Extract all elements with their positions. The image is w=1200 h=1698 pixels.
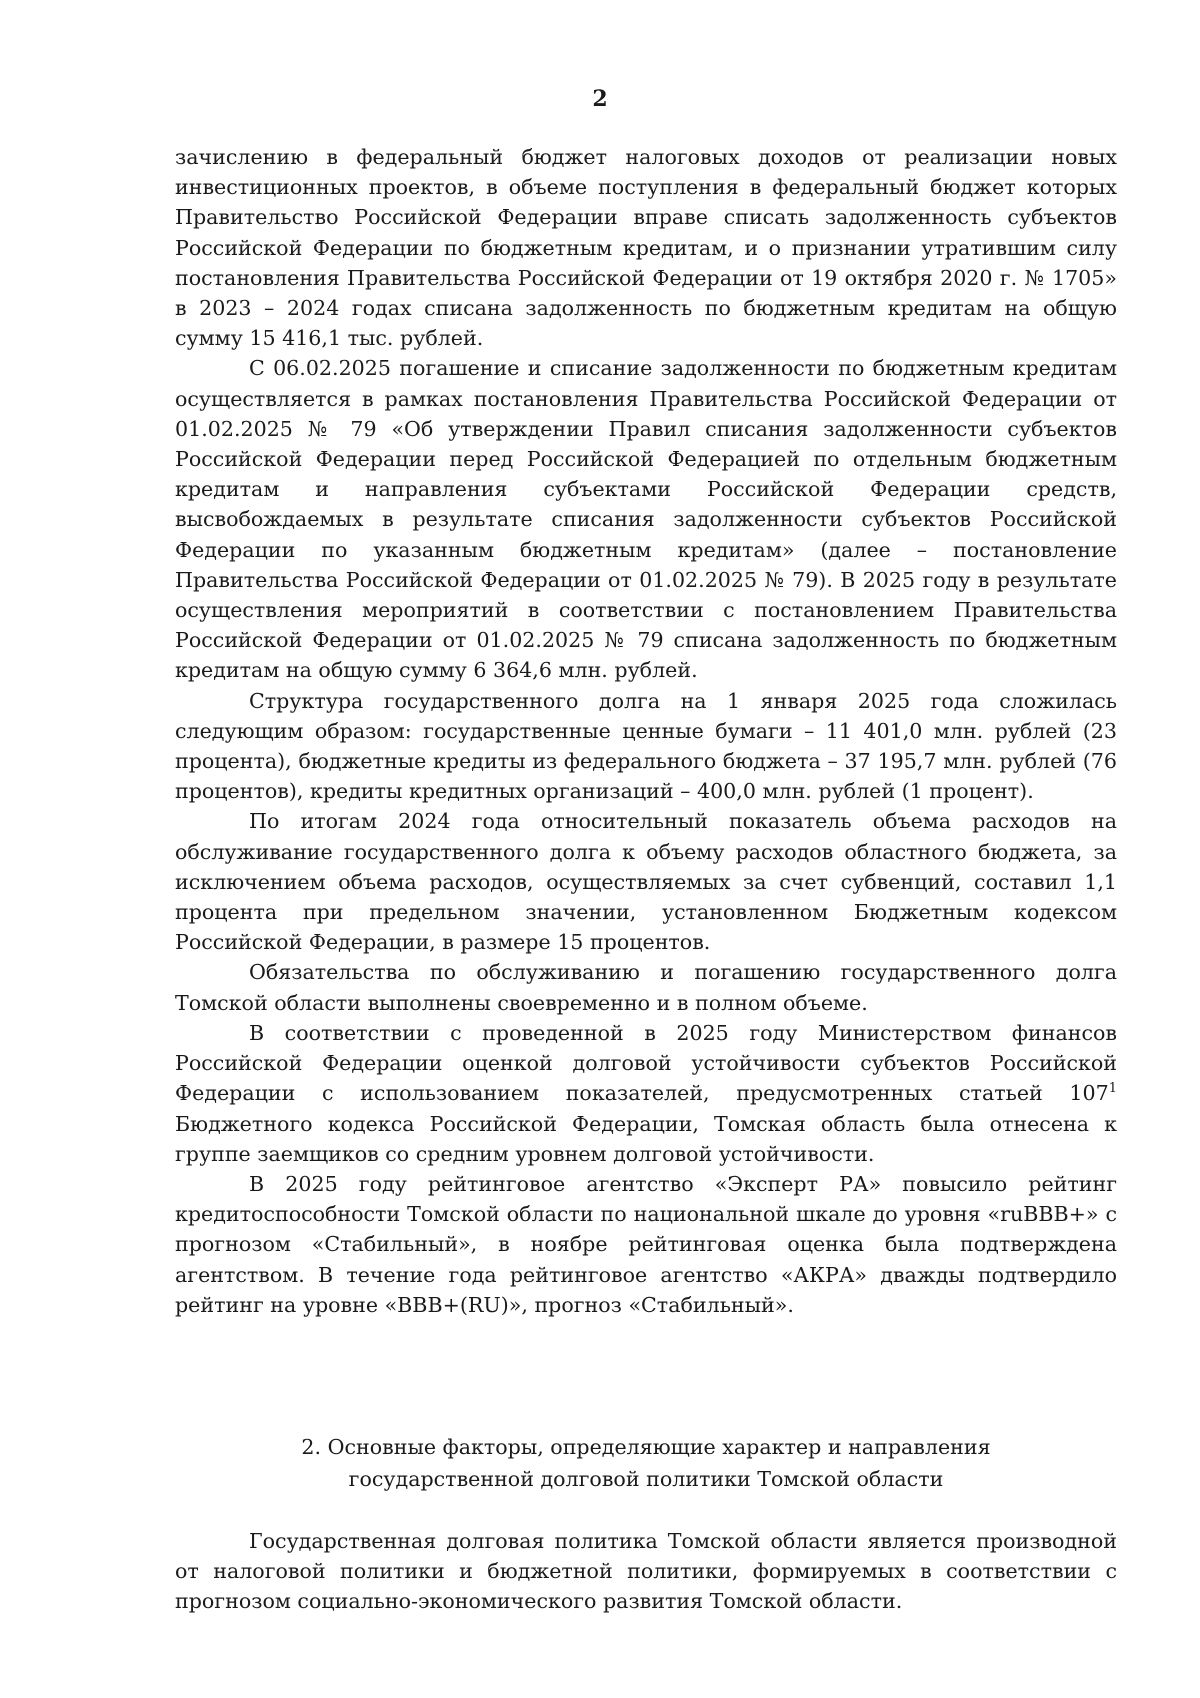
article-superscript: 1 <box>1108 1081 1117 1097</box>
section-heading <box>175 1431 1117 1495</box>
document-body <box>175 142 1117 1320</box>
paragraph-debt-policy: Государственная долговая политика Томской области является производной от налоговой политики и бюджетной политики, формируемых в соответствии с прогнозом социально-экономического развития Томской области. <box>175 1529 1117 1614</box>
paragraph-debt-write-off: С 06.02.2025 погашение и списание задолженности по бюджетным кредитам осуществляется в рамках постановления Правительства Российской Федерации от 01.02.2025 № 79 «Об утверждении Правил списания задолженности субъектов Российской Федерации перед Российской Федерацией по отдельным бюджетным кредитам и направления субъектами Российской Федерации средств, высвобождаемых в результате списания задолженности субъектов Российской Федерации по указанным бюджетным кредитам» (далее – постановление Правительства Российской Федерации от 01.02.2025 № 79). В 2025 году в результате осуществления мероприятий в соответствии с постановлением Правительства Российской Федерации от 01.02.2025 № 79 списана задолженность по бюджетным кредитам на общую сумму 6 364,6 млн. рублей. <box>175 356 1117 683</box>
paragraph-debt-sustainability <box>175 1018 1117 1169</box>
sustainability-text-part1: В соответствии с проведенной в 2025 году Министерством финансов Российской Федерации оценкой долговой устойчивости субъектов Российской Федерации с использованием показателей, предусмотренных статьей 107 <box>175 1020 1117 1106</box>
section-heading-line1: 2. Основные факторы, определяющие характер и направления <box>301 1435 991 1459</box>
section-body <box>175 1526 1117 1617</box>
paragraph-obligations: Обязательства по обслуживанию и погашению государственного долга Томской области выполнены своевременно и в полном объеме. <box>175 960 1117 1015</box>
paragraph-credit-rating: В 2025 году рейтинговое агентство «Эксперт РА» повысило рейтинг кредитоспособности Томской области по национальной шкале до уровня «ruBBB+» с прогнозом «Стабильный», в ноябре рейтинговая оценка была подтверждена агентством. В течение года рейтинговое агентство «АКРА» дважды подтвердило рейтинг на уровне «BBB+(RU)», прогноз «Стабильный». <box>175 1171 1117 1317</box>
paragraph-debt-service-ratio: По итогам 2024 года относительный показатель объема расходов на обслуживание государственного долга к объему расходов областного бюджета, за исключением объема расходов, осуществляемых за счет субвенций, составил 1,1 процента при предельном значении, установленном Бюджетным кодексом Российской Федерации, в размере 15 процентов. <box>175 809 1117 955</box>
section-heading-line2: государственной долговой политики Томской области <box>348 1467 944 1491</box>
paragraph-debt-structure: Структура государственного долга на 1 января 2025 года сложилась следующим образом: государственные ценные бумаги – 11 401,0 млн. рублей (23 процента), бюджетные кредиты из федерального бюджета – 37 195,7 млн. рублей (76 процентов), кредиты кредитных организаций – 400,0 млн. рублей (1 процент). <box>175 688 1117 804</box>
page-number: 2 <box>592 86 608 112</box>
sustainability-text-part2: Бюджетного кодекса Российской Федерации, Томская область была отнесена к группе заемщиков со средним уровнем долговой устойчивости. <box>175 1111 1117 1166</box>
paragraph-continuation: зачислению в федеральный бюджет налоговых доходов от реализации новых инвестиционных проектов, в объеме поступления в федеральный бюджет которых Правительство Российской Федерации вправе списать задолженность субъектов Российской Федерации по бюджетным кредитам, и о признании утратившим силу постановления Правительства Российской Федерации от 19 октября 2020 г. № 1705» в 2023 – 2024 годах списана задолженность по бюджетным кредитам на общую сумму 15 416,1 тыс. рублей. <box>175 145 1117 351</box>
